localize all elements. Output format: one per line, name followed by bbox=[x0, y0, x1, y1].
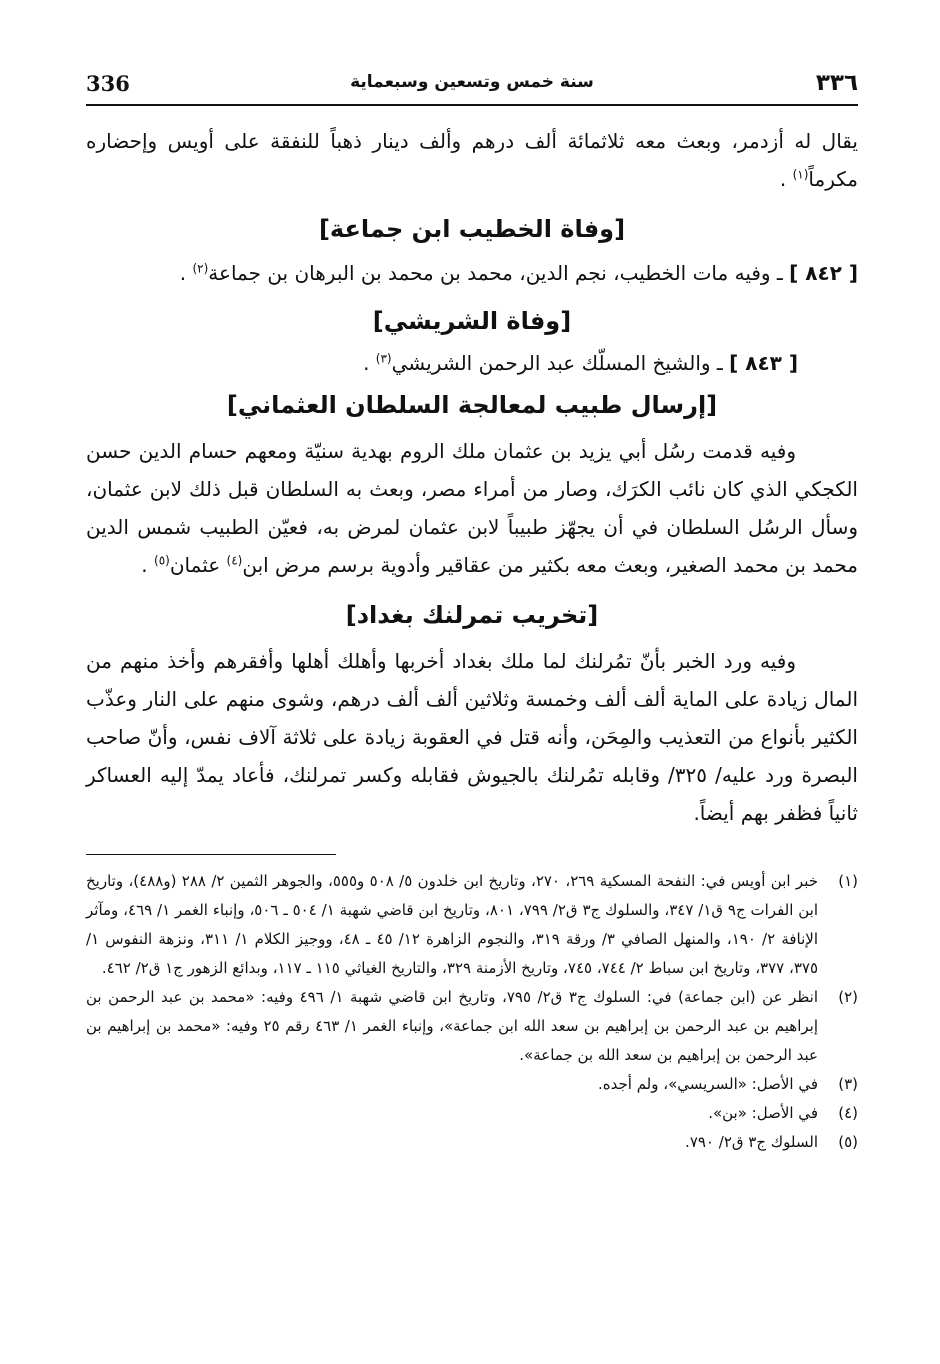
section-heading: [وفاة الشريشي] bbox=[372, 307, 572, 335]
footnote-text: في الأصل: «السريسي»، ولم أجده. bbox=[597, 1075, 818, 1093]
sentence-end: . bbox=[179, 261, 187, 285]
footnotes bbox=[86, 867, 858, 1157]
body-paragraph bbox=[86, 642, 858, 832]
footnote-ref: (٥) bbox=[154, 553, 170, 568]
footnote-ref: (٢) bbox=[192, 261, 209, 276]
section-heading: [وفاة الخطيب ابن جماعة] bbox=[318, 215, 626, 243]
footnote bbox=[86, 1128, 858, 1157]
footnote-number: (٤) bbox=[838, 1104, 858, 1122]
footnote-number: (١) bbox=[838, 872, 858, 890]
footnote bbox=[86, 1099, 858, 1128]
entry-number: [ ٨٤٣ ] bbox=[729, 351, 798, 375]
section-heading: [إرسال طبيب لمعالجة السلطان العثماني] bbox=[226, 391, 718, 419]
section-heading: [تخريب تمرلنك بغداد] bbox=[345, 601, 599, 629]
body-paragraph bbox=[86, 432, 858, 584]
footnote-text: السلوك ج٣ ق٢/ ٧٩٠. bbox=[685, 1133, 818, 1151]
intro-paragraph bbox=[86, 122, 858, 198]
footnote-number: (٥) bbox=[838, 1133, 858, 1151]
entry-text: ـ وفيه مات الخطيب، نجم الدين، محمد بن محمد بن البرهان بن جماعة bbox=[208, 261, 783, 285]
footnote-ref: (١) bbox=[792, 167, 809, 182]
footnote-text: خبر ابن أويس في: النفحة المسكية ٢٦٩، ٢٧٠، وتاريخ ابن خلدون ٥/ ٥٠٨ و٥٥٥، والجوهر الثمين ٢/ ٢٨٨ (و٤٨٨)، وتاريخ ابن الفرات ج٩ ق١/ ٣٤٧، والسلوك ج٣ ق٢/ ٧٩٩، ٨٠١، وتاريخ ابن قاضي شهبة ١/ ٥٠٤ ـ ٥٠٦، وإنباء الغمر ١/ ٤٦٩، ومآثر الإنافة ٢/ ١٩٠، والمنهل الصافي ٣/ ورقة ٣١٩، والنجوم الزاهرة ١٢/ ٤٥ ـ ٤٨، ووجيز الكلام ١/ ٣١١، ونزهة النفوس ١/ ٣٧٥، ٣٧٧، وتاريخ ابن سباط ٢/ ٧٤٤، ٧٤٥، وتاريخ الأزمنة ٣٢٩، والتاريخ الغياثي ١١٥ ـ ١١٧، وبدائع الزهور ج١ ق٢/ ٤٦٢. bbox=[86, 872, 819, 977]
page-number-latin: 336 bbox=[86, 70, 130, 96]
footnote bbox=[86, 983, 858, 1070]
footnote-ref: (٣) bbox=[375, 351, 392, 366]
paragraph-text: عثمان bbox=[169, 553, 221, 577]
entry-paragraph bbox=[86, 254, 858, 292]
sentence-end: . bbox=[141, 553, 148, 577]
sentence-end: . bbox=[779, 167, 787, 191]
intro-text: يقال له أزدمر، وبعث معه ثلاثمائة ألف درهم وألف دينار ذهباً للنفقة على أويس وإحضاره مكرماً bbox=[86, 129, 858, 191]
entry-text: ـ والشيخ المسلّك عبد الرحمن الشريشي bbox=[391, 351, 723, 375]
footnote-ref: (٤) bbox=[226, 553, 243, 568]
footnote-text: انظر عن (ابن جماعة) في: السلوك ج٣ ق٢/ ٧٩٥، وتاريخ ابن قاضي شهبة ١/ ٤٩٦ وفيه: «محمد بن عبد الرحمن بن إبراهيم بن عبد الرحمن بن إبراهيم بن سعد الله ابن جماعة»، وإنباء الغمر ١/ ٤٦٣ رقم ٢٥ وفيه: «محمد بن إبراهيم بن عبد الرحمن بن إبراهيم بن سعد الله بن جماعة». bbox=[86, 988, 819, 1064]
entry-paragraph bbox=[86, 344, 858, 382]
paragraph-text: وفيه ورد الخبر بأنّ تمُرلنك لما ملك بغداد أخربها وأهلك أهلها وأفقرهم وأخذ منهم من المال زيادة على الماية ألف ألف وخمسة وثلاثين ألف ألف درهم، وشوى منهم على النار وعذّب الكثير بأنواع من التعذيب والمِحَن، وأنه قتل في العقوبة زيادة على ثلاثة آلاف نفس، وأنّ صاحب البصرة ورد عليه/ ٣٢٥/ وقابله تمُرلنك بالجيوش فقابله وكسر تمرلنك، فأعاد يمدّ إليه العساكر ثانياً فظفر بهم أيضاً. bbox=[86, 649, 858, 825]
footnote-separator bbox=[86, 854, 336, 855]
paragraph-text: وفيه قدمت رسُل أبي يزيد بن عثمان ملك الروم بهدية سنيّة ومعهم حسام الدين حسن الكجكي الذي كان نائب الكرَك، وصار من أمراء مصر، وبعث به السلطان قبل ذلك لابن عثمان، وسأل الرسُل السلطان في أن يجهّز طبيباً لابن عثمان لمرض به، فعيّن الطبيب شمس الدين محمد بن محمد الصغير، وبعث معه بكثير من عقاقير وأدوية برسم مرض ابن bbox=[86, 439, 858, 577]
running-title: سنة خمس وتسعين وسبعماية bbox=[350, 72, 594, 92]
footnote-number: (٢) bbox=[838, 988, 858, 1006]
book-page bbox=[86, 62, 858, 1342]
sentence-end: . bbox=[363, 351, 370, 375]
page-number-arabic: ٣٣٦ bbox=[815, 70, 858, 96]
running-header bbox=[86, 62, 858, 106]
footnote-text: في الأصل: «بن». bbox=[708, 1104, 818, 1122]
footnote bbox=[86, 867, 858, 983]
footnote-number: (٣) bbox=[838, 1075, 858, 1093]
footnote bbox=[86, 1070, 858, 1099]
entry-number: [ ٨٤٢ ] bbox=[789, 261, 858, 285]
